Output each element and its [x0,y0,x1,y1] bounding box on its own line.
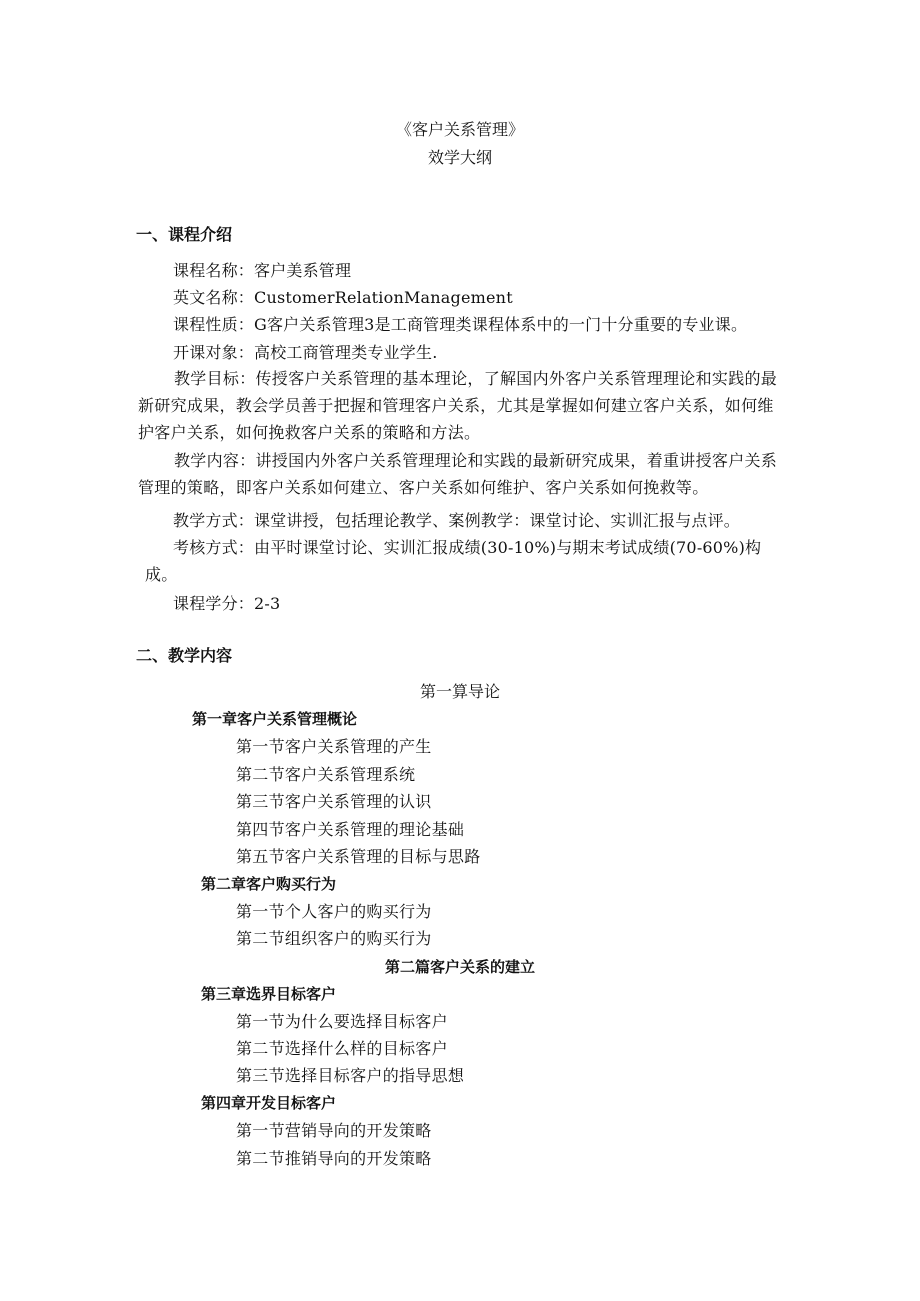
teaching-content-paragraph: 教学内容：讲授国内外客户关系管理理论和实践的最新研究成果，着重讲授客户关系管理的策略，即客户关系如何建立、客户关系如何维护、客户关系如何挽救等。 [138,451,778,497]
part-title-introduction: 第一算导论 [419,682,500,701]
part-title-relationship-building: 第二篇客户关系的建立 [384,958,535,976]
document-title: 《客户关系管理》 [395,120,524,139]
section-item: 第五节客户关系管理的目标与思路 [236,847,481,866]
assessment-field: 考核方式：由平时课堂讨论、实训汇报成绩(30-10%)与期末考试成绩(70-60%)构 [173,538,762,557]
section-item: 第一节客户关系管理的产生 [236,737,432,756]
section-item: 第一节为什么要选择目标客户 [236,1012,448,1031]
english-name-field: 英文名称：CustomerRelationManagement [173,288,513,307]
chapter-title: 第三章选界目标客户 [201,985,337,1003]
section-heading-course-intro: 一、课程介绍 [136,225,233,244]
chapter-title: 第四章开发目标客户 [201,1094,337,1112]
section-item: 第三节客户关系管理的认识 [236,792,432,811]
course-nature-field: 课程性质：G客户关系管理3是工商管理类课程体系中的一门十分重要的专业课。 [173,315,748,334]
teaching-goal-paragraph: 教学目标：传授客户关系管理的基本理论，了解国内外客户关系管理理论和实践的最新研究成果，教会学员善于把握和管理客户关系，尤其是掌握如何建立客户关系，如何维护客户关系，如何挽救客户关系的策略和方法。 [138,369,778,442]
teaching-method-field: 教学方式：课堂讲授，包括理论教学、案例教学：课堂讨论、实训汇报与点评。 [173,511,741,530]
section-item: 第二节推销导向的开发策略 [236,1149,432,1168]
section-item: 第一节营销导向的开发策略 [236,1121,432,1140]
section-heading-teaching-content: 二、教学内容 [136,646,233,665]
section-item: 第三节选择目标客户的指导思想 [236,1066,465,1085]
chapter-title: 第二章客户购买行为 [201,875,337,893]
section-item: 第二节客户关系管理系统 [236,765,416,784]
target-students-field: 开课对象：高校工商管理类专业学生. [173,343,438,362]
credits-field: 课程学分：2-3 [173,594,281,613]
section-item: 第二节选择什么样的目标客户 [236,1039,448,1058]
chapter-title: 第一章客户关系管理概论 [192,710,358,728]
document-subtitle: 效学大纲 [427,148,492,167]
assessment-field-continued: 成。 [145,565,178,584]
course-name-field: 课程名称：客户美系管理 [173,261,352,280]
section-item: 第二节组织客户的购买行为 [236,929,432,948]
section-item: 第四节客户关系管理的理论基础 [236,820,465,839]
section-item: 第一节个人客户的购买行为 [236,902,432,921]
